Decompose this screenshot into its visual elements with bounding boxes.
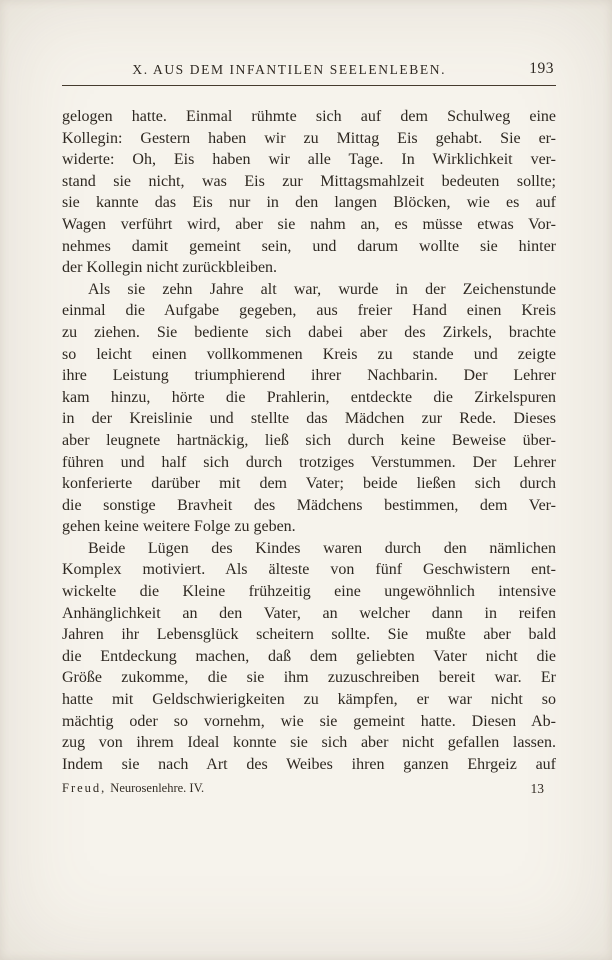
text-line: einmal die Aufgabe gegeben, aus freier Hand einen Kreis	[62, 302, 556, 320]
text-line: widerte: Oh, Eis haben wir alle Tage. In Wirklichkeit ver-	[62, 151, 556, 169]
text-line: in der Kreislinie und stellte das Mädchen zur Rede. Dieses	[62, 410, 556, 428]
text-line: Wagen verführt wird, aber sie nahm an, es müsse etwas Vor-	[62, 215, 556, 233]
paragraph	[62, 106, 556, 279]
text-line: stand sie nicht, was Eis zur Mittagsmahlzeit bedeuten sollte;	[62, 172, 556, 190]
text-line: die Entdeckung machen, daß dem geliebten Vater nicht die	[62, 647, 556, 665]
page-footer	[62, 781, 556, 796]
header-rule	[62, 85, 556, 86]
body-text	[62, 106, 556, 775]
paragraph	[62, 279, 556, 538]
text-line: hatte mit Geldschwierigkeiten zu kämpfen, er war nicht so	[62, 691, 556, 709]
text-line: Als sie zehn Jahre alt war, wurde in der Zeichenstunde	[88, 280, 556, 298]
text-line: führen und half sich durch trotziges Verstummen. Der Lehrer	[62, 453, 556, 471]
text-line: ihre Leistung triumphierend ihrer Nachbarin. Der Lehrer	[62, 367, 556, 385]
text-line: Komplex motiviert. Als älteste von fünf Geschwistern ent-	[62, 561, 556, 579]
text-line: Kollegin: Gestern haben wir zu Mittag Eis gehabt. Sie er-	[62, 129, 556, 147]
text-line: Beide Lügen des Kindes waren durch den nämlichen	[88, 539, 556, 557]
chapter-heading: X. AUS DEM INFANTILEN SEELENLEBEN.	[132, 62, 447, 77]
text-line: gelogen hatte. Einmal rühmte sich auf dem Schulweg eine	[62, 108, 556, 125]
text-line: wickelte die Kleine frühzeitig eine ungewöhnlich intensive	[62, 583, 556, 601]
text-line: konferierte darüber mit dem Vater; beide ließen sich durch	[62, 475, 556, 493]
page-number: 193	[529, 60, 554, 77]
text-line: zug von ihrem Ideal konnte sie sich aber nicht gefallen lassen.	[62, 734, 556, 752]
text-line: Anhänglichkeit an den Vater, an welcher dann in reifen	[62, 604, 556, 622]
text-line: mächtig oder so vornehm, wie sie gemeint hatte. Diesen Ab-	[62, 712, 556, 730]
text-line: so leicht einen vollkommenen Kreis zu stande und zeigte	[62, 345, 556, 363]
paragraph	[62, 538, 556, 776]
text-line: kam hinzu, hörte die Prahlerin, entdeckte die Zirkelspuren	[62, 388, 556, 406]
text-line: die sonstige Bravheit des Mädchens bestimmen, dem Ver-	[62, 496, 556, 514]
text-line: zu ziehen. Sie bediente sich dabei aber des Zirkels, brachte	[62, 323, 556, 341]
text-line: Jahren ihr Lebensglück scheitern sollte. Sie mußte aber bald	[62, 626, 556, 644]
text-line: nehmes damit gemeint sein, und darum wollte sie hinter	[62, 237, 556, 255]
text-line: Größe zukomme, die sie ihm zuzuschreiben bereit war. Er	[62, 669, 556, 687]
text-line: sie kannte das Eis nur in den langen Blöcken, wie es auf	[62, 194, 556, 212]
text-line: aber leugnete hartnäckig, ließ sich durch keine Beweise über-	[62, 431, 556, 449]
text-line: gehen keine weitere Folge zu geben.	[62, 518, 296, 536]
footer-work-title: Neurosenlehre. IV.	[110, 781, 205, 795]
text-line: der Kollegin nicht zurückbleiben.	[62, 259, 278, 277]
signature-mark: 13	[530, 781, 544, 796]
text-line: Indem sie nach Art des Weibes ihren ganzen Ehrgeiz auf	[62, 755, 556, 773]
page-header	[62, 60, 556, 82]
footer-author: Freud,	[62, 781, 107, 795]
